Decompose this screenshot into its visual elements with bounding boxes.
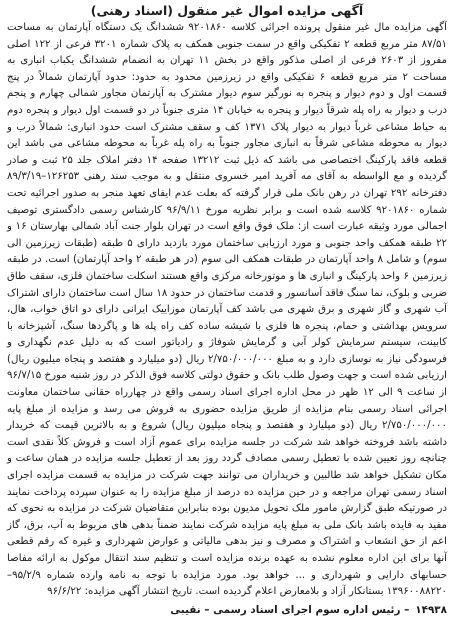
notice-signature: ۱۴۹۳۸– رئیس اداره سوم اجرای اسناد رسمی – نقیبی xyxy=(170,603,447,616)
signature-number: ۱۴۹۳۸ xyxy=(415,603,447,616)
notice-title: آگهی مزایده اموال غیر منقول (اسناد رهنی) xyxy=(90,3,364,18)
notice-body: آگهی مزایده مال غیر منقول پرونده اجرائی کلاسه ۹۲۰۱۸۶۰ ششدانگ یک دستگاه آپارتمان به مساحت ۸۷/۵۱ متر مربع قطعه ۲ تفکیکی واقع در سمت جنوبی همکف به پلاک شماره ۳۲۰۱ فرعی از ۱۲۲ اصلی مفروز از ۲۶۰۳ فرعی از اصلی مذکور واقع در بخش ۱۱ تهران به انضمام ششدانگ یکباب انباری به مساحت ۲ متر مربع قطعه ۶ تفکیکی واقع در زیرزمین محدود به حدود: حدود آپارتمان شمالاً در پنج قسمت اول و دوم دیوار و پنجره به نورگیر سوم دیوار مشترک به آپارتمان مجاور شمالی چهارم و پنجم درب و دیوار به راه پله شرقاً دیوار و پنجره به خیابان ۱۴ متری جنوباً در دو قسمت اول دیوار و پنجره دوم به حیاط مشاعی غرباً دیوار به دیوار پلاک ۱۳۷۱ کف و سقف مشترک است حدود انباری: شمالاً درب و دیوار به محوطه مشاعی شرقاً به انباری مجاور جنوباً به راه پله غرباً به محوطه مشاعی می باشد این قطعه فاقد پارکینگ اختصاصی می باشد که ذیل ثبت ۱۳۲۱۲ صفحه ۱۴ دفتر املاک جلد ۲۵ ثبت و صادر گردیده و مع الواسطه به آقای مه آفرید امیر خسروی منتقل و به موجب سند رهنی ۱۲۶۲۵۳–۸۹/۳/۱۹ دفترخانه ۲۹۲ تهران در رهن بانک ملی قرار گرفته که بعلت عدم ایفای تعهد منجر به صدور اجرائیه تحت شماره ۹۲۰۱۸۶۰ کلاسه شده است و برابر نظریه مورخ ۹۶/۹/۱۱ کارشناس رسمی دادگستری توصیف اجمالی مورد وثیقه عبارت است از: ملک فوق واقع است در تهران بلوار جنت آباد شمالی بهارستان ۱۶ و ۲۲ طبقه همکف واحد جنوبی و مورد ارزیابی ساختمان مورد بازدید دارای ۵ طبقه (طبقات زیرزمین الی سوم) و شامل ۸ واحد آپارتمان در طبقات همکف الی سوم (در هر طبقه ۲ واحد آپارتمان) است. در طبقه زیرزمین ۶ واحد پارکینگ و انباری ها و موتورخانه مرکزی واقع هستند اسکلت ساختمان فلزی، سقف طاق ضربی و بلوک، نما سنگ فاقد آسانسور و قدمت ساختمان در حدود ۱۸ سال است ساختمان دارای اشتراک آب شهری و گاز شهری و برق شهری می باشد کف آپارتمان موزاییک ایرانی دارای دو اتاق خواب، هال، سرویس بهداشتی و حمام، پنجره ها فلزی با شیشه ساده کف راه پله ها و پاگردها سنگ، آشپزخانه با کابینت، سیستم سرمایش کولر آبی و گرمایش شوفاژ و رادیاتور است که به دلیل عدم نگهداری و فرسودگی نیاز به نوسازی دارد و به مبلغ ۲/۷۵۰/۰۰۰/۰۰۰ ریال (دو میلیارد و هفتصد و پنجاه میلیون ریال) ارزیابی شده است و جهت وصول طلب بانک و حقوق دولتی کلاسه فوق الذکر در روز شنبه مورخ ۹۶/۷/۱۵ از ساعت ۹ الی ۱۲ ظهر در محل اداره اجرای اسناد رسمی واقع در چهارراه حقانی ساختمان معاونت اجرائی اسناد رسمی بنام مزایده از طریق مزایده حضوری به فروش می رسد و مزایده از مبلغ پایه ۲/۷۵۰/۰۰۰/۰۰۰ ریال (دو میلیارد و هفتصد و پنجاه میلیون ریال) شروع و به بالاترین قیمت که خریدار داشته باشد فروخته خواهد شد شرکت در جلسه مزایده برای عموم آزاد است و فروش کلاً نقدی است چنانچه روز تعیین شده با تعطیل رسمی مصادف گردد روز بعد از تعطیل جلسه مزایده در همان ساعت و مکان تشکیل خواهد شد طالبین و خریداران می توانند جهت شرکت در مزایده به قسمت مزایده اجرای اسناد رسمی تهران مراجعه و در حین مزایده ده درصد از مبلغ مزایده را به عنوان سپرده پرداخت نمایند در صورتیکه طبق گزارش مامور ملک تحویل مدیون بوده بنابراین متقاضیان شرکت در مزایده به نحوی که مفید به فایده باشد بانک ملی به مبلغ پایه مزایده شرکت نمایند ضمناً بدهی های مربوط به آب، برق، گاز اعم از حق انشعاب و اشتراک و مصرف و نیز بدهی مالیاتی و عوارض شهرداری و غیره که رقم قطعی آنها برای این اداره معلوم نشده به عهده برنده مزایده است و تنظیم سند انتقال موکول به ارائه مفاصا حسابهای دارایی و شهرداری و ... خواهد بود. مورد مزایده با توجه به نامه وارده شماره ۹۵/۲/۹–۱۳۹۶۰۰۸۸۲۲۰ بستانکار آزاد و بلامعارض اعلام گردیده است. تاریخ انتشار آگهی مزایده: ۹۶/۶/۲۲ xyxy=(7,22,448,598)
auction-notice xyxy=(7,3,448,616)
signature-text: رئیس اداره سوم اجرای اسناد رسمی – نقیبی xyxy=(170,603,401,616)
